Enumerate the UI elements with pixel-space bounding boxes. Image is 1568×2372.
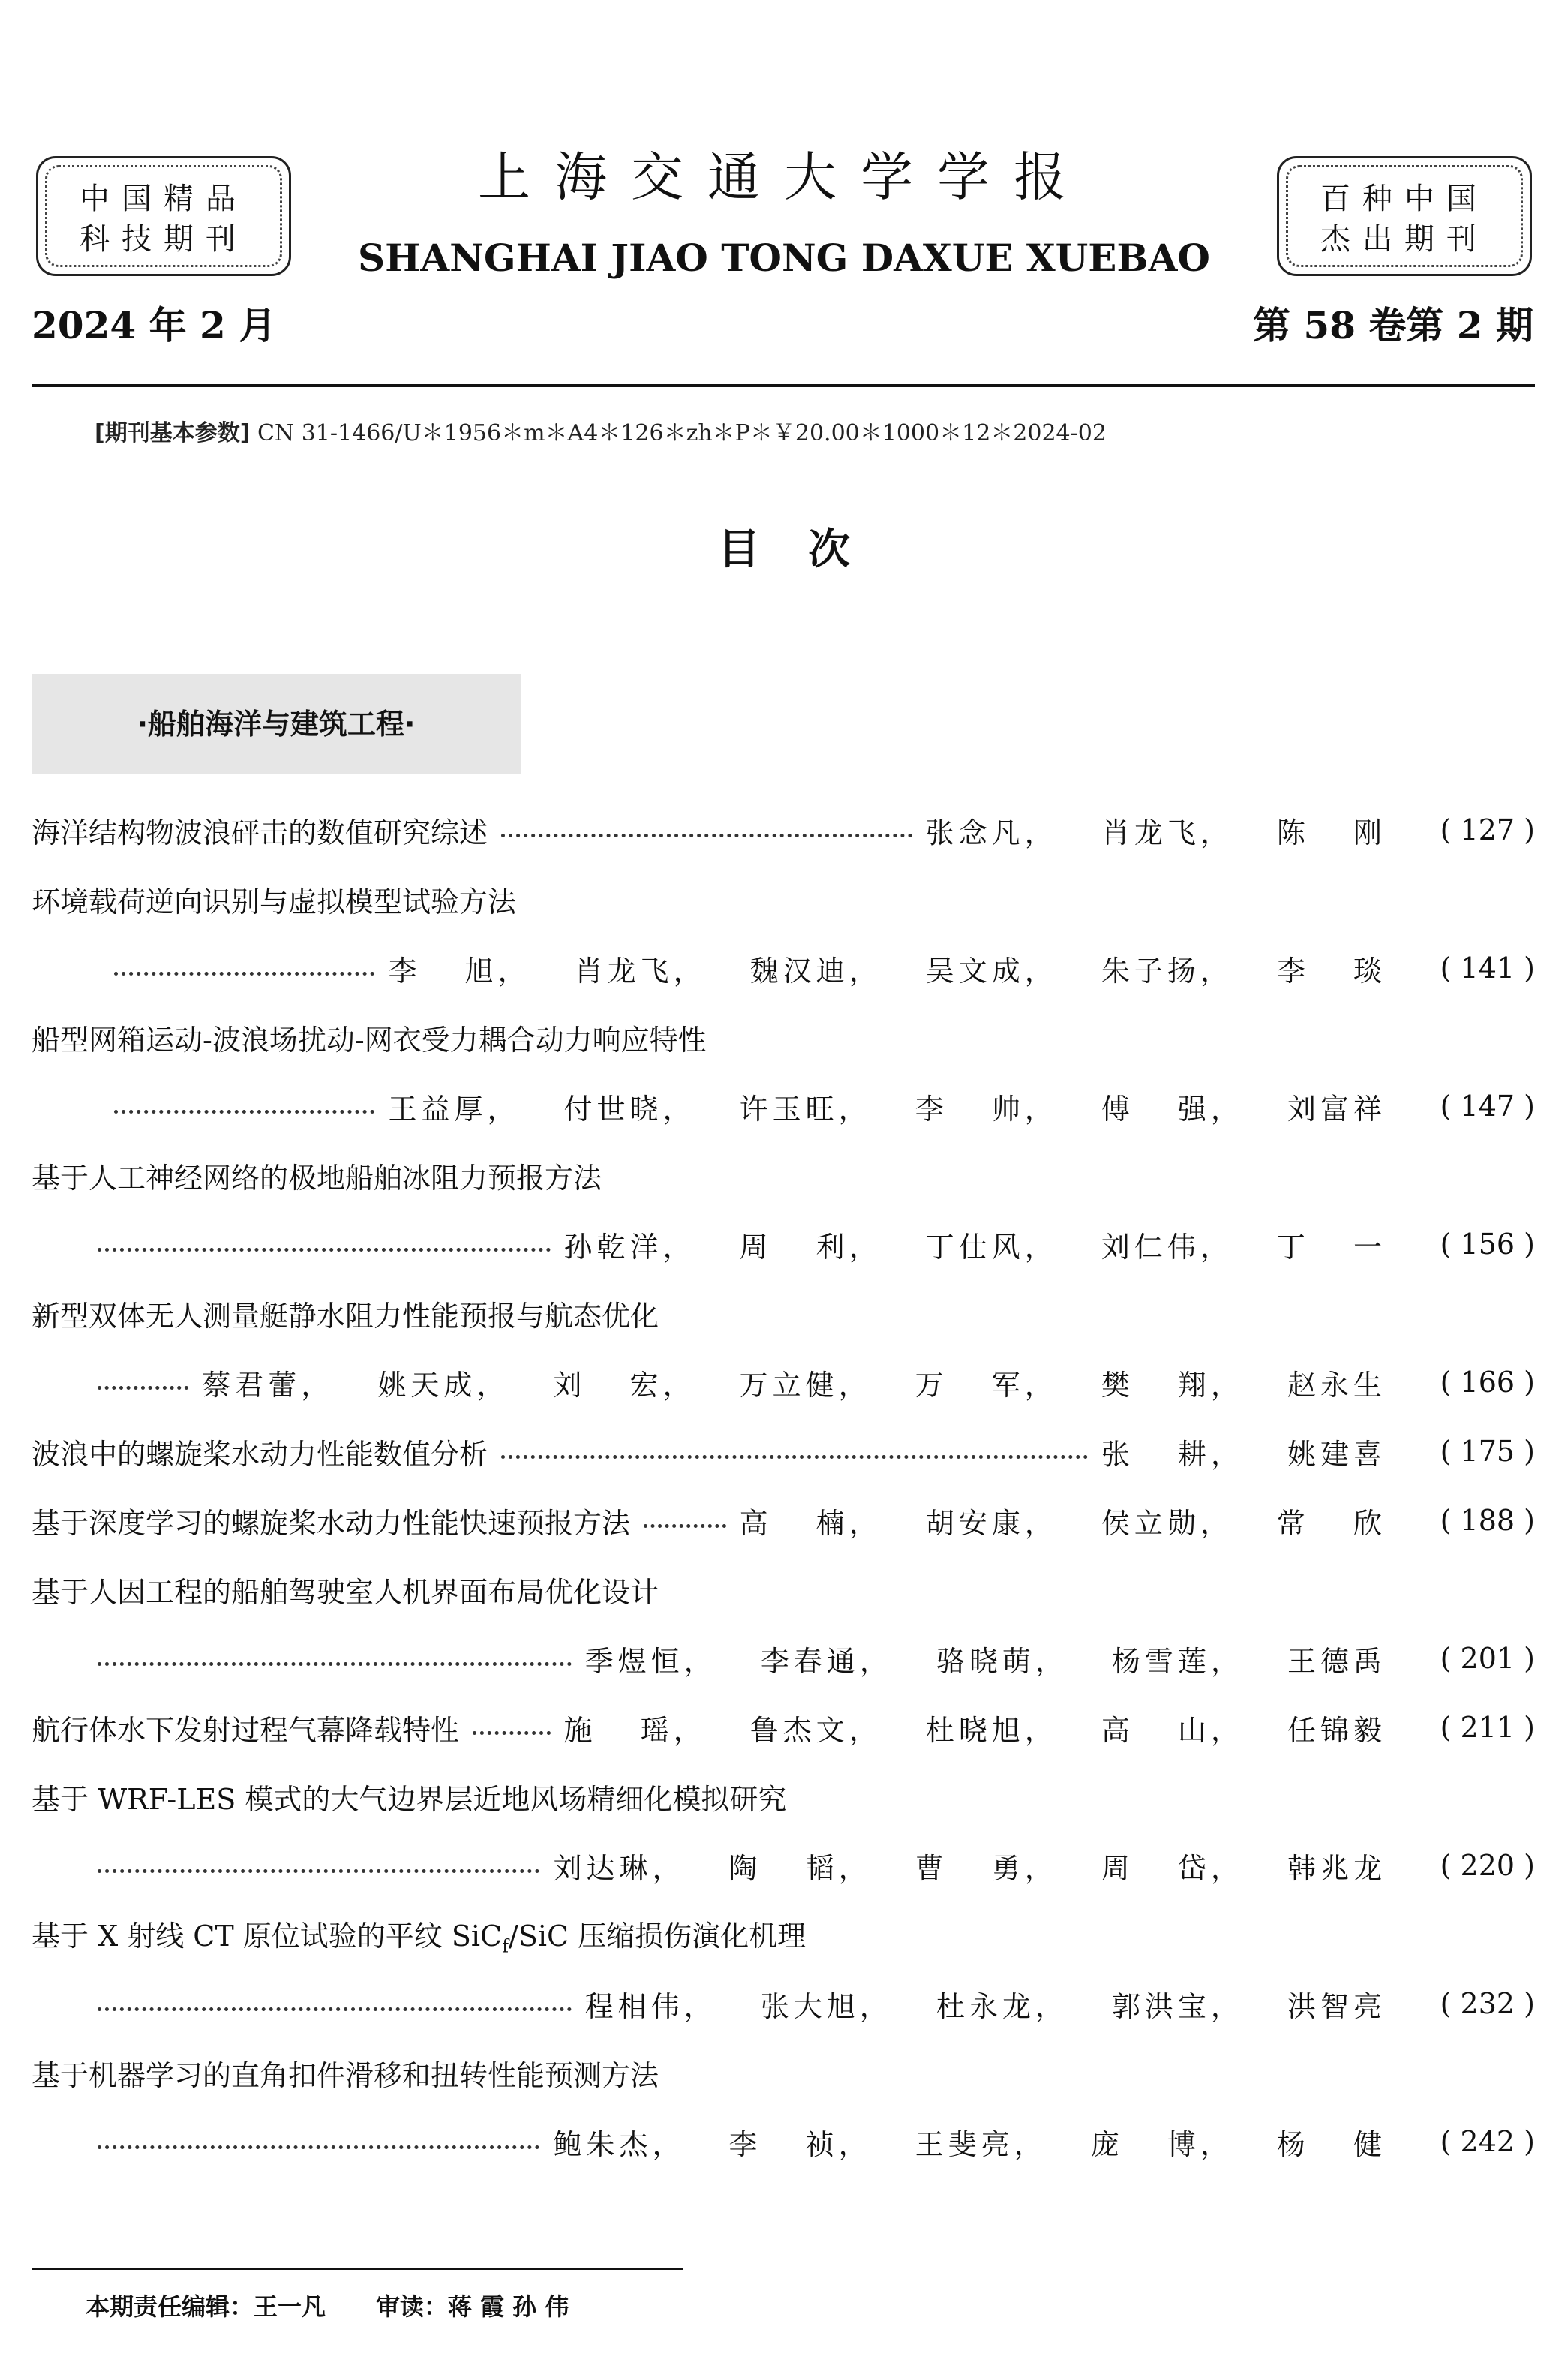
- toc-entry[interactable]: [32, 1900, 1535, 2038]
- toc-list: [32, 795, 1535, 2176]
- entry-title-text: 基于人因工程的船舶驾驶室人机界面布局优化设计: [32, 1575, 659, 1609]
- badge-left-line2: 科技期刊: [80, 222, 248, 257]
- leader-dots: [501, 1455, 1088, 1459]
- section-header: [32, 674, 521, 774]
- entry-title-text: 航行体水下发射过程气幕降载特性: [32, 1713, 460, 1747]
- issue-volume: 第 58 卷第 2 期: [1253, 303, 1533, 347]
- entry-authors: 程相伟， 张大旭， 杜永龙， 郭洪宝， 洪智亮: [584, 1989, 1386, 2023]
- entry-title-rest: /SiC 压缩损伤演化机理: [509, 1919, 807, 1953]
- badge-left-line1: 中国精品: [80, 182, 248, 216]
- footer-credits: [86, 2290, 569, 2323]
- entry-authors: 张念凡， 肖龙飞， 陈 刚: [925, 816, 1386, 849]
- entry-title: [32, 1569, 659, 1610]
- entry-authors: 季煜恒， 李春通， 骆晓萌， 杨雪莲， 王德禹: [584, 1644, 1386, 1678]
- footer-rule: [32, 2268, 683, 2270]
- entry-title-text: 环境载荷逆向识别与虚拟模型试验方法: [32, 885, 517, 918]
- toc-entry[interactable]: [32, 1417, 1535, 1486]
- entry-title: [32, 810, 488, 851]
- editor-name: 王一凡: [254, 2292, 326, 2321]
- leader-dots: [98, 2007, 572, 2011]
- entry-title: [32, 1500, 630, 1541]
- journal-title-cn: 上海交通大学学报: [478, 146, 1090, 208]
- leader-dots: [98, 1869, 539, 1873]
- entry-title: [32, 1913, 806, 1957]
- leader-dots: [98, 1386, 188, 1390]
- leader-dots: [98, 1662, 572, 1666]
- entry-title: [32, 1293, 659, 1334]
- badge-right-line2: 杰出期刊: [1320, 222, 1488, 257]
- entry-page: ( 211 ): [1440, 1711, 1535, 1744]
- entry-title-text: 波浪中的螺旋桨水动力性能数值分析: [32, 1437, 488, 1471]
- entry-title-text: 海洋结构物波浪砰击的数值研究综述: [32, 816, 488, 849]
- entry-title: [32, 2052, 659, 2094]
- entry-page: ( 201 ): [1440, 1642, 1535, 1675]
- toc-entry[interactable]: [32, 1762, 1535, 1900]
- issue-date: 2024 年 2 月: [32, 303, 277, 347]
- entry-title: [32, 1431, 488, 1472]
- entry-title-text: 基于 X 射线 CT 原位试验的平纹 SiC: [32, 1919, 503, 1953]
- editor-label: 本期责任编辑：: [86, 2292, 254, 2321]
- entry-authors: 蔡君蕾， 姚天成， 刘 宏， 万立健， 万 军， 樊 翔， 赵永生: [202, 1368, 1386, 1402]
- toc-entry[interactable]: [32, 864, 1535, 1003]
- toc-entry[interactable]: [32, 1555, 1535, 1693]
- entry-title: [32, 1776, 786, 1817]
- entry-authors: 孙乾洋， 周 利， 丁仕风， 刘仁伟， 丁 一: [563, 1230, 1386, 1264]
- params-value: CN 31-1466/U＊1956＊m＊A4＊126＊zh＊P＊￥20.00＊1000＊12＊2024-02: [257, 420, 1107, 446]
- toc-entry[interactable]: [32, 1141, 1535, 1279]
- toc-entry[interactable]: [32, 1279, 1535, 1417]
- toc-entry[interactable]: [32, 1693, 1535, 1762]
- leader-dots: [98, 1248, 551, 1252]
- leader-dots: [501, 834, 912, 837]
- entry-authors: 高 楠， 胡安康， 侯立勋， 常 欣: [739, 1506, 1386, 1540]
- toc-entry[interactable]: [32, 1486, 1535, 1555]
- journal-params: [95, 419, 1107, 449]
- entry-title-text: 船型网箱运动-波浪场扰动-网衣受力耦合动力响应特性: [32, 1023, 707, 1057]
- entry-authors: 张 耕， 姚建喜: [1101, 1437, 1386, 1471]
- entry-page: ( 220 ): [1440, 1849, 1535, 1882]
- entry-title-text: 新型双体无人测量艇静水阻力性能预报与航态优化: [32, 1299, 659, 1333]
- header-rule: [32, 384, 1535, 387]
- entry-title-text: 基于深度学习的螺旋桨水动力性能快速预报方法: [32, 1506, 631, 1540]
- entry-authors: 刘达琳， 陶 韬， 曹 勇， 周 岱， 韩兆龙: [553, 1851, 1386, 1885]
- leader-dots: [98, 2145, 539, 2149]
- entry-authors: 王益厚， 付世晓， 许玉旺， 李 帅， 傅 强， 刘富祥: [388, 1092, 1386, 1126]
- entry-page: ( 156 ): [1440, 1228, 1535, 1261]
- entry-page: ( 188 ): [1440, 1504, 1535, 1537]
- toc-entry[interactable]: [32, 2038, 1535, 2176]
- entry-title-text: 基于机器学习的直角扣件滑移和扭转性能预测方法: [32, 2058, 659, 2092]
- entry-page: ( 232 ): [1440, 1987, 1535, 2020]
- entry-title: [32, 1155, 602, 1196]
- entry-page: ( 166 ): [1440, 1366, 1535, 1399]
- entry-authors: 李 旭， 肖龙飞， 魏汉迪， 吴文成， 朱子扬， 李 琰: [388, 954, 1386, 988]
- review-label: 审读：: [375, 2292, 448, 2321]
- entry-title-subscript: f: [502, 1935, 509, 1957]
- leader-dots: [644, 1524, 726, 1528]
- entry-authors: 施 瑶， 鲁杰文， 杜晓旭， 高 山， 任锦毅: [563, 1713, 1386, 1747]
- entry-title: [32, 879, 516, 920]
- toc-title: 目次: [718, 525, 898, 574]
- section-label: ·船舶海洋与建筑工程·: [137, 708, 416, 741]
- leader-dots: [114, 1110, 374, 1114]
- toc-entry[interactable]: [32, 795, 1535, 864]
- review-names: 蒋 霞 孙 伟: [447, 2292, 569, 2321]
- badge-right-line1: 百种中国: [1320, 182, 1488, 216]
- entry-page: ( 127 ): [1440, 813, 1535, 846]
- entry-authors: 鲍朱杰， 李 祯， 王斐亮， 庞 博， 杨 健: [553, 2127, 1386, 2161]
- entry-page: ( 175 ): [1440, 1435, 1535, 1468]
- entry-title-text: 基于 WRF-LES 模式的大气边界层近地风场精细化模拟研究: [32, 1782, 787, 1816]
- journal-title-en: SHANGHAI JIAO TONG DAXUE XUEBAO: [358, 236, 1210, 280]
- entry-page: ( 242 ): [1440, 2125, 1535, 2158]
- entry-title-text: 基于人工神经网络的极地船舶冰阻力预报方法: [32, 1161, 602, 1195]
- leader-dots: [114, 972, 374, 976]
- leader-dots: [473, 1731, 551, 1735]
- entry-page: ( 147 ): [1440, 1090, 1535, 1123]
- params-label: [期刊基本参数]: [95, 420, 251, 446]
- entry-title: [32, 1017, 707, 1058]
- entry-title: [32, 1707, 459, 1748]
- entry-page: ( 141 ): [1440, 952, 1535, 985]
- toc-entry[interactable]: [32, 1003, 1535, 1141]
